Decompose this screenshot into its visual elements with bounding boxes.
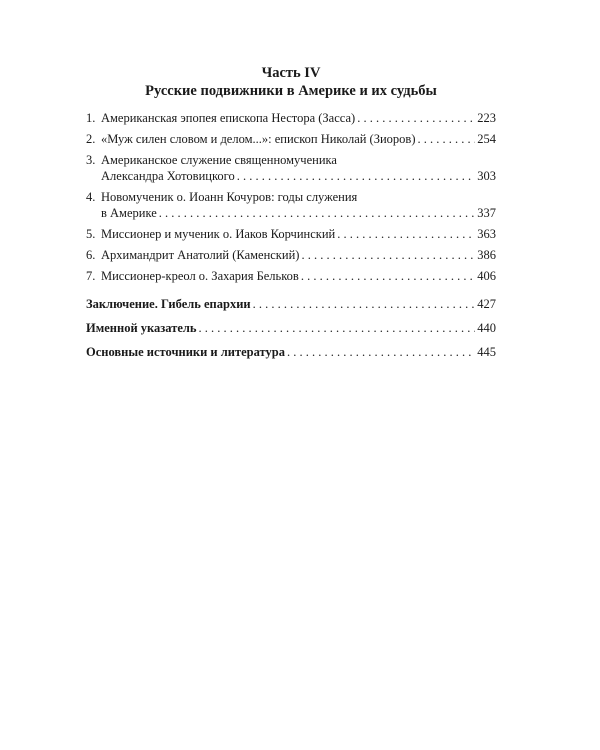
toc-entry[interactable] — [86, 226, 496, 242]
part-title: Часть IV — [261, 65, 321, 81]
entry-page-number: 254 — [477, 132, 496, 146]
dot-leader — [287, 344, 475, 360]
toc-entry[interactable] — [86, 189, 496, 221]
entry-title: Основные источники и литература — [86, 345, 285, 359]
toc-entry[interactable] — [86, 268, 496, 284]
entry-title: Архимандрит Анатолий (Каменский) — [101, 248, 300, 262]
entry-title-line1: Американское служение священномученика — [101, 153, 337, 167]
entry-title: Заключение. Гибель епархии — [86, 297, 251, 311]
entry-title: Американская эпопея епископа Нестора (Засса) — [101, 111, 356, 125]
entry-title-line1: Новомученик о. Иоанн Кочуров: годы служения — [101, 190, 358, 204]
entry-number: 6. — [86, 248, 96, 262]
entry-page-number: 303 — [477, 169, 496, 183]
toc-entry[interactable] — [86, 152, 496, 184]
toc-entry-name-index[interactable] — [86, 320, 496, 336]
entry-title: Миссионер и мученик о. Иаков Корчинский — [101, 227, 336, 241]
entry-title: в Америке — [101, 206, 157, 220]
entry-number: 5. — [86, 227, 96, 241]
entry-title: Александра Хотовицкого — [101, 169, 235, 183]
entry-page-number: 427 — [477, 297, 496, 311]
toc-entry[interactable] — [86, 131, 496, 147]
entry-page-number: 337 — [477, 206, 496, 220]
section-spacer — [86, 289, 496, 296]
toc-entry-sources[interactable] — [86, 344, 496, 360]
entry-number: 2. — [86, 132, 96, 146]
dot-leader — [337, 226, 475, 242]
dot-leader — [199, 320, 476, 336]
entry-page-number: 440 — [477, 321, 496, 335]
entry-title: Именной указатель — [86, 321, 197, 335]
entry-number: 3. — [86, 153, 96, 167]
dot-leader — [357, 110, 475, 126]
toc-list — [86, 110, 496, 284]
entry-page-number: 223 — [477, 111, 496, 125]
part-subtitle: Русские подвижники в Америке и их судьбы — [145, 83, 437, 99]
dot-leader — [418, 131, 476, 147]
entry-page-number: 445 — [477, 345, 496, 359]
entry-page-number: 406 — [477, 269, 496, 283]
toc-entry[interactable] — [86, 110, 496, 126]
entry-number: 4. — [86, 190, 96, 204]
dot-leader — [237, 168, 476, 184]
dot-leader — [253, 296, 476, 312]
dot-leader — [301, 247, 475, 263]
entry-number: 7. — [86, 269, 96, 283]
entry-page-number: 363 — [477, 227, 496, 241]
entry-page-number: 386 — [477, 248, 496, 262]
toc-entry-conclusion[interactable] — [86, 296, 496, 312]
toc-entry[interactable] — [86, 247, 496, 263]
entry-title: Миссионер-креол о. Захария Бельков — [101, 269, 299, 283]
dot-leader — [159, 205, 475, 221]
entry-title: «Муж силен словом и делом...»: епископ Николай (Зиоров) — [101, 132, 416, 146]
entry-number: 1. — [86, 111, 96, 125]
table-of-contents-page — [86, 64, 496, 368]
dot-leader — [301, 268, 475, 284]
